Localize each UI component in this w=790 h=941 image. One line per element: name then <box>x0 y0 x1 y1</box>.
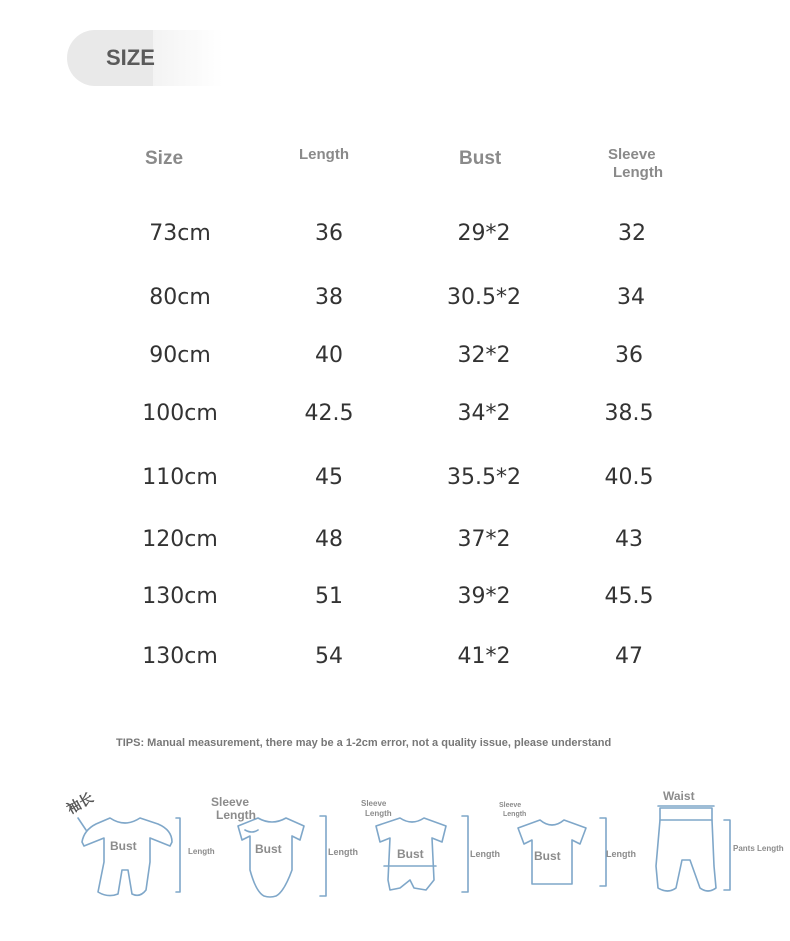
cell-length: 40 <box>315 343 343 368</box>
cell-length: 45 <box>315 465 343 490</box>
cell-size: 100cm <box>142 401 218 426</box>
cell-size: 80cm <box>149 285 211 310</box>
fig4-length-label: Length <box>606 849 636 859</box>
fig5-waist-label: Waist <box>663 789 695 803</box>
fig2-sleeve-label-2: Length <box>216 808 256 822</box>
fig2-sleeve-label-1: Sleeve <box>211 795 250 809</box>
measurement-illustrations <box>0 780 790 941</box>
bodysuit-short-sleeve-icon <box>238 818 304 897</box>
header-bust: Bust <box>459 148 502 169</box>
size-pill-tail <box>153 30 223 86</box>
tips-note: TIPS: Manual measurement, there may be a 1-2cm error, not a quality issue, please understand <box>116 737 612 749</box>
cell-bust: 32*2 <box>457 343 511 368</box>
cell-length: 51 <box>315 584 343 609</box>
fig4-sleeve-label-1: Sleeve <box>499 802 522 809</box>
cell-bust: 37*2 <box>457 527 511 552</box>
cell-length: 48 <box>315 527 343 552</box>
fig4-bust-label: Bust <box>534 849 561 863</box>
header-sleeve-line1: Sleeve <box>608 146 656 163</box>
fig3-sleeve-label-1: Sleeve <box>361 799 387 808</box>
fig2-length-label: Length <box>328 847 358 857</box>
cell-sleeve: 32 <box>618 221 646 246</box>
fig2-bust-label: Bust <box>255 842 282 856</box>
fig5-pants-length-label: Pants Length <box>733 845 784 853</box>
cell-size: 130cm <box>142 584 218 609</box>
cell-sleeve: 43 <box>615 527 643 552</box>
fig1-bust-label: Bust <box>110 839 137 853</box>
cell-length: 42.5 <box>304 401 354 426</box>
cell-bust: 34*2 <box>457 401 511 426</box>
fig3-bust-label: Bust <box>397 847 424 861</box>
page-title: SIZE <box>106 45 155 70</box>
cell-length: 38 <box>315 285 343 310</box>
cell-length: 54 <box>315 644 343 669</box>
cell-length: 36 <box>315 221 343 246</box>
header-size: Size <box>145 148 184 169</box>
cell-size: 120cm <box>142 527 218 552</box>
header-sleeve-line2: Length <box>613 164 663 181</box>
fig3-length-label: Length <box>470 849 500 859</box>
cell-bust: 41*2 <box>457 644 511 669</box>
header-length: Length <box>299 146 349 163</box>
cell-bust: 39*2 <box>457 584 511 609</box>
cell-sleeve: 38.5 <box>604 401 654 426</box>
fig4-sleeve-label-2: Length <box>503 811 527 818</box>
fig3-sleeve-label-2: Length <box>365 809 392 818</box>
cell-sleeve: 40.5 <box>604 465 654 490</box>
cell-sleeve: 34 <box>617 285 645 310</box>
cell-sleeve: 47 <box>615 644 643 669</box>
cell-size: 73cm <box>149 221 211 246</box>
cell-bust: 30.5*2 <box>447 285 521 310</box>
cell-bust: 29*2 <box>457 221 511 246</box>
cell-size: 90cm <box>149 343 211 368</box>
fig1-length-label: Length <box>188 847 215 856</box>
cell-sleeve: 45.5 <box>604 584 654 609</box>
cell-sleeve: 36 <box>615 343 643 368</box>
cell-size: 130cm <box>142 644 218 669</box>
romper-footed-icon <box>82 818 172 896</box>
fig1-sleeve-label: 袖长 <box>63 789 96 817</box>
cell-bust: 35.5*2 <box>447 465 521 490</box>
cell-size: 110cm <box>142 465 218 490</box>
